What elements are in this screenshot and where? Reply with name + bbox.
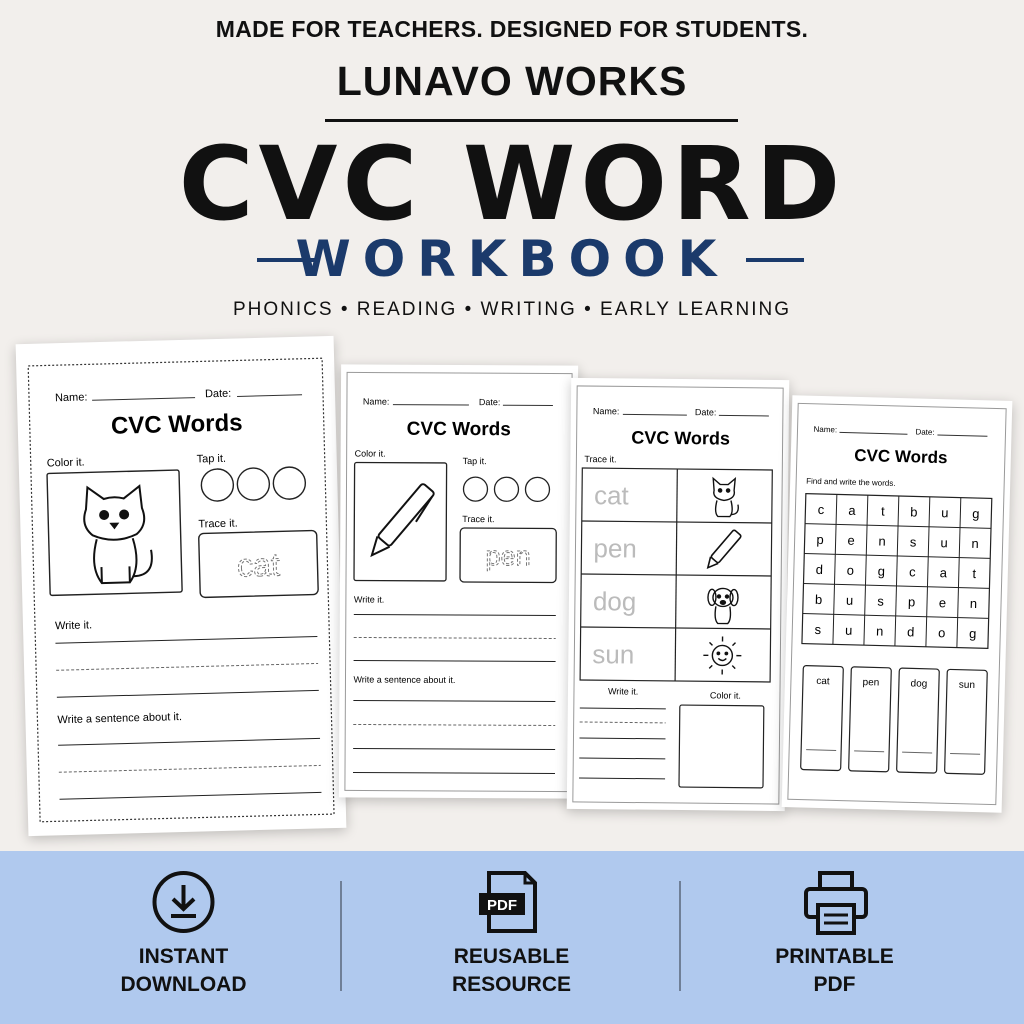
color-it-label: Color it. [46, 456, 85, 470]
grid-col-line [833, 494, 837, 644]
grid-letter: s [909, 534, 917, 550]
download-icon [13, 869, 354, 935]
name-label: Name: [813, 424, 838, 435]
grid-letter: p [816, 531, 824, 548]
grid-letter: g [968, 625, 977, 642]
grid-letter: o [937, 625, 946, 641]
grid-letter: o [846, 562, 855, 578]
pen-icon [704, 530, 742, 571]
tap-it-label: Tap it. [196, 452, 227, 466]
feature-label-line1: PRINTABLE [775, 945, 894, 968]
grid-col-line [864, 495, 868, 645]
trace-word-4: sun [592, 639, 635, 670]
sheet-title: CVC Words [631, 427, 731, 449]
subjects-line: PHONICS • READING • WRITING • EARLY LEARNING [232, 299, 792, 320]
trace-word-3: dog [592, 586, 637, 617]
write-it-label: Write it. [353, 594, 385, 605]
grid-letter: d [815, 561, 824, 578]
grid-letter: n [875, 623, 884, 639]
feature-banner [0, 851, 1024, 1024]
product-title: CVC WORD [178, 125, 846, 244]
cat-icon [713, 478, 739, 516]
date-label: Date: [694, 407, 717, 418]
product-subtitle: WORKBOOK [295, 230, 729, 288]
sheet-title: CVC Words [854, 445, 948, 468]
grid-letter: a [848, 502, 856, 518]
feature-label-line1: INSTANT [138, 945, 229, 968]
name-label: Name: [362, 396, 390, 407]
name-label: Name: [592, 406, 620, 417]
grid-letter: e [847, 532, 855, 548]
pdf-icon-text: PDF [487, 897, 517, 914]
brand-name: LUNAVO WORKS [336, 58, 688, 104]
write-it-label: Write it. [54, 619, 93, 633]
subtitle-line-right [746, 258, 804, 262]
grid-letter: s [877, 593, 885, 609]
grid-letter: n [969, 595, 978, 612]
grid-letter: u [845, 592, 854, 608]
answer-word: cat [816, 675, 830, 688]
grid-letter: u [844, 622, 853, 638]
feature-label-line1: REUSABLE [453, 945, 570, 968]
grid-col-line [895, 496, 899, 646]
write-it-label: Write it. [607, 686, 639, 697]
sentence-label: Write a sentence about it. [353, 674, 456, 685]
feature-reusable-resource [341, 851, 682, 1024]
tagline: MADE FOR TEACHERS. DESIGNED FOR STUDENTS. [215, 16, 809, 42]
feature-label-line2: PDF [813, 973, 856, 996]
trace-word: pen [485, 541, 531, 572]
sun-icon [703, 636, 741, 674]
answer-word: dog [910, 678, 928, 690]
grid-letter: u [941, 505, 949, 521]
grid-letter: p [907, 594, 916, 610]
date-label: Date: [478, 397, 501, 408]
sheet-title: CVC Words [406, 418, 511, 441]
grid-letter: g [877, 563, 886, 579]
dog-icon [708, 588, 738, 623]
trace-it-label: Trace it. [584, 454, 617, 465]
pen-icon [366, 483, 438, 563]
worksheet-preview-1 [16, 336, 347, 836]
grid-letter: e [938, 595, 947, 611]
answer-line [806, 750, 836, 751]
grid-letter: c [908, 564, 916, 580]
grid-letter: n [971, 535, 979, 552]
subtitle-row [0, 230, 1024, 290]
feature-label-line2: DOWNLOAD [120, 973, 247, 996]
sentence-label: Write a sentence about it. [57, 711, 183, 727]
instruction-text: Find and write the words. [806, 476, 896, 488]
grid-letter: s [814, 621, 822, 638]
grid-letter: n [878, 533, 886, 549]
grid-letter: u [940, 535, 948, 551]
grid-letter: a [939, 565, 948, 581]
pdf-file-icon [341, 869, 682, 935]
trace-it-label: Trace it. [462, 514, 495, 525]
grid-letter: b [910, 504, 918, 520]
grid-letter: b [814, 591, 823, 608]
answer-line [854, 751, 884, 752]
date-label: Date: [915, 427, 935, 437]
grid-letter: t [880, 503, 885, 519]
word-search-grid [802, 494, 992, 649]
worksheet-preview-2 [339, 364, 578, 798]
trace-word-2: pen [593, 533, 638, 564]
grid-col-line [926, 497, 930, 647]
feature-label-line2: RESOURCE [451, 973, 572, 996]
color-it-label: Color it. [709, 690, 742, 701]
worksheet-preview-3 [567, 378, 790, 811]
worksheet-preview-4 [782, 395, 1013, 813]
tap-it-label: Tap it. [462, 456, 487, 467]
grid-letter: d [906, 624, 915, 640]
date-label: Date: [204, 387, 232, 401]
trace-word-1: cat [593, 480, 629, 511]
trace-it-label: Trace it. [198, 517, 238, 531]
cat-icon [83, 486, 152, 584]
answer-boxes [801, 666, 988, 775]
grid-col-line [957, 498, 961, 648]
trace-word: cat [236, 546, 281, 584]
brand-divider [325, 119, 738, 122]
feature-instant-download [13, 851, 354, 1024]
name-label: Name: [54, 391, 88, 405]
grid-letter: g [972, 505, 980, 522]
color-it-label: Color it. [354, 448, 386, 459]
sheet-title: CVC Words [110, 409, 243, 440]
answer-line [950, 753, 980, 754]
grid-letter: t [972, 565, 977, 582]
grid-letter: c [817, 501, 825, 518]
printer-icon [664, 869, 1005, 935]
answer-word: sun [958, 679, 976, 692]
feature-printable-pdf [664, 851, 1005, 1024]
answer-word: pen [862, 677, 880, 689]
answer-line [902, 752, 932, 753]
